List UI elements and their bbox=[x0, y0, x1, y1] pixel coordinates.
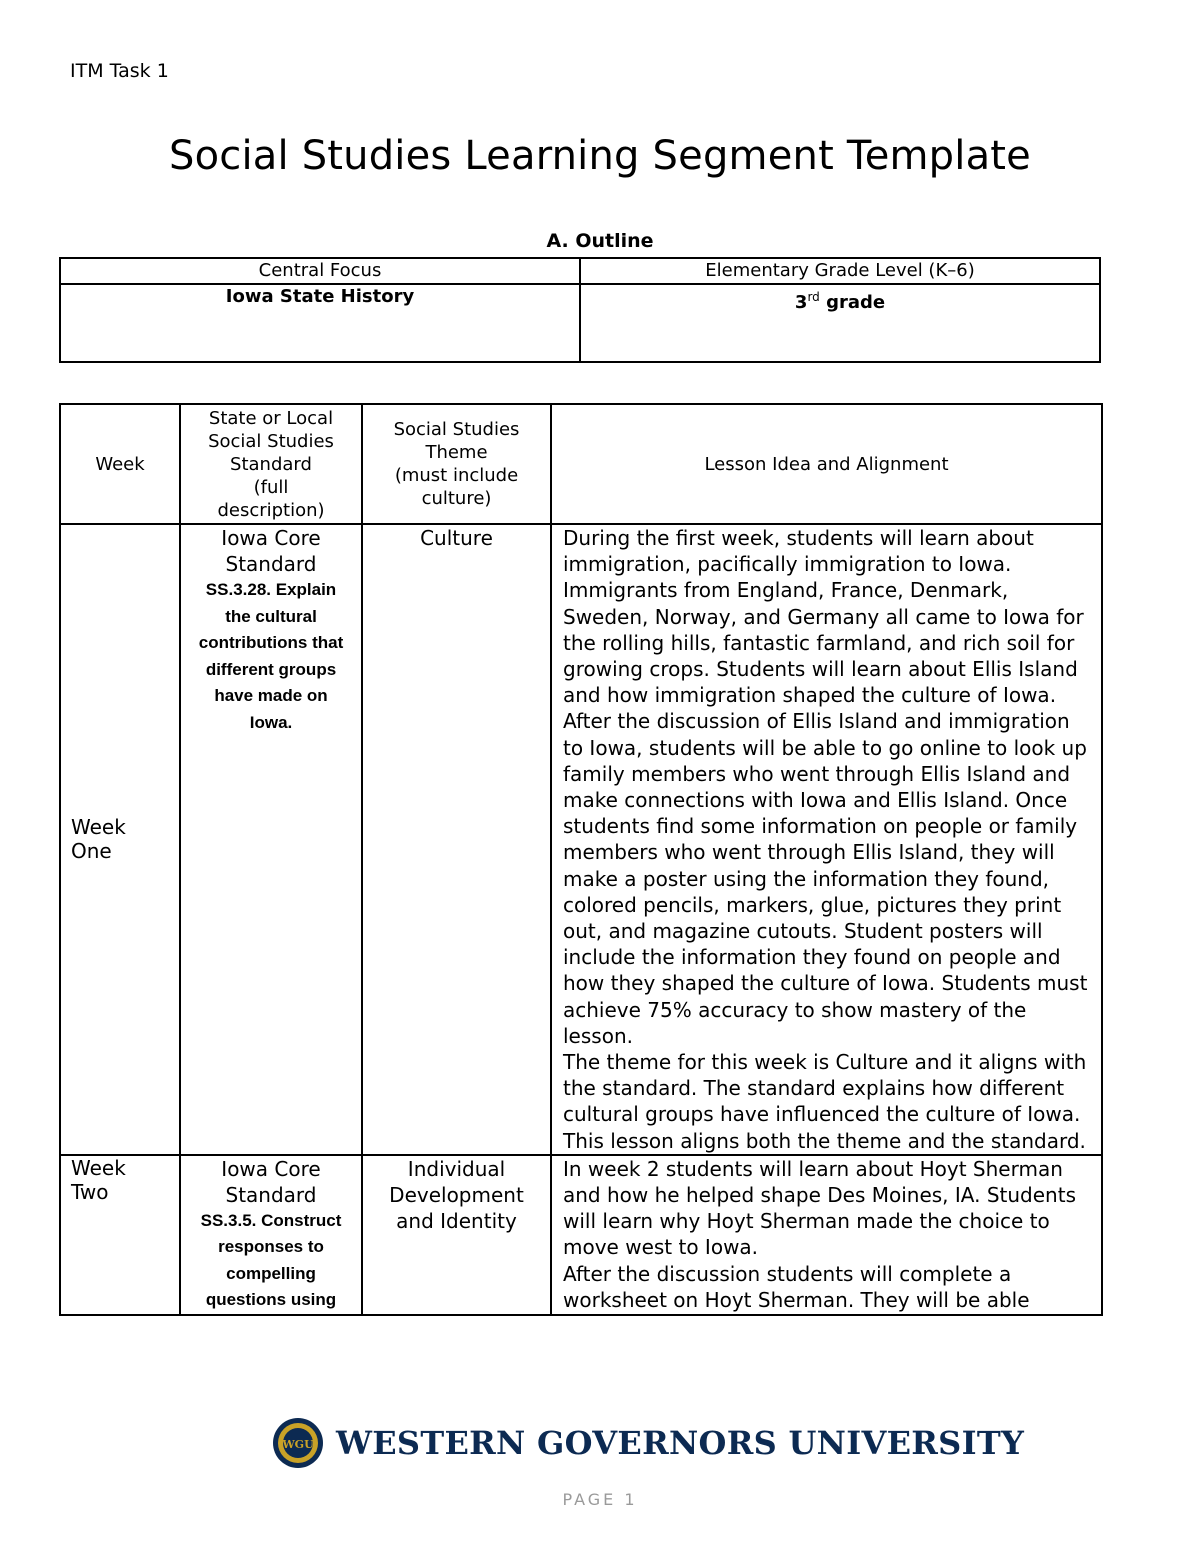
header-standard-line: Social Studies bbox=[208, 430, 334, 452]
theme-text: Individual bbox=[407, 1156, 506, 1181]
header-theme-line: Theme bbox=[425, 442, 488, 463]
header-standard-line: Standard bbox=[230, 453, 312, 475]
week-label: Week bbox=[71, 815, 126, 840]
lesson-paragraph: During the first week, students will learn about immigration, pacifically immigration to Iowa. Immigrants from England, France, Denmark, Sweden, Norway, and Germany all came to Iowa for the rolling hills, fantastic farmland, and rich soil for growing crops. Students will learn about Ellis Island and how immigration shaped the culture of Iowa. bbox=[563, 526, 1084, 708]
table-row bbox=[60, 524, 1102, 1155]
standard-text: different groups bbox=[205, 659, 337, 679]
wgu-logo bbox=[272, 1413, 1024, 1473]
week-cell bbox=[60, 524, 180, 1155]
header-theme-line: culture) bbox=[421, 488, 492, 509]
header-standard-line: State or Local bbox=[208, 407, 334, 429]
lesson-paragraph: After the discussion of Ellis Island and immigration to Iowa, students will be able to go online to look up family members who went through Ellis Island and make connections with Iowa and Ellis Island. Once students find some information on people or family members who went through Ellis Island, they will make a poster using the information they found, colored pencils, markers, glue, pictures they print out, and magazine cutouts. Student posters will include the information they found on people and how they shaped the culture of Iowa. Students must achieve 75% accuracy to show mastery of the lesson. bbox=[563, 709, 1088, 1048]
outline-header-central-focus: Central Focus bbox=[60, 258, 580, 284]
lesson-paragraph: In week 2 students will learn about Hoyt Sherman and how he helped shape Des Moines, IA. Students will learn why Hoyt Sherman made the choice to move west to Iowa. bbox=[563, 1156, 1076, 1260]
table-header-row bbox=[60, 404, 1102, 524]
standard-text: the cultural bbox=[225, 606, 317, 626]
section-title-outline: A. Outline bbox=[546, 230, 654, 252]
standard-title: Standard bbox=[225, 552, 317, 576]
theme-cell bbox=[362, 1155, 551, 1315]
week-label: One bbox=[71, 839, 112, 864]
grade-word: grade bbox=[819, 292, 886, 313]
week-label: Week bbox=[71, 1155, 126, 1180]
standard-title: Iowa Core bbox=[221, 1156, 321, 1181]
theme-text: Development bbox=[389, 1182, 524, 1207]
standard-text: contributions that bbox=[198, 633, 344, 652]
standard-text: have made on bbox=[214, 686, 328, 705]
standard-cell bbox=[180, 1155, 362, 1315]
university-seal-icon bbox=[272, 1417, 324, 1469]
standard-text: compelling bbox=[226, 1263, 316, 1283]
standard-text: Iowa. bbox=[249, 712, 293, 732]
header-standard-line: description) bbox=[217, 499, 325, 521]
standard-text: responses to bbox=[218, 1237, 324, 1257]
page-number: PAGE 1 bbox=[562, 1490, 638, 1509]
header-week: Week bbox=[60, 404, 180, 524]
header-theme-line: Social Studies bbox=[393, 419, 520, 440]
week-cell bbox=[60, 1155, 180, 1315]
lesson-cell bbox=[551, 1155, 1102, 1315]
lesson-paragraph: After the discussion students will complete a worksheet on Hoyt Sherman. They will be able bbox=[563, 1261, 1030, 1312]
seal-monogram: WGU bbox=[282, 1438, 314, 1451]
header-standard-line: (full bbox=[253, 476, 289, 498]
learning-segment-table bbox=[59, 403, 1103, 1316]
university-name: WESTERN GOVERNORS UNIVERSITY bbox=[336, 1424, 1025, 1462]
lesson-paragraph: The theme for this week is Culture and it aligns with the standard. The standard explains how different cultural groups have influenced the culture of Iowa. This lesson aligns both the theme and the standard. bbox=[563, 1050, 1087, 1153]
header-theme-line: (must include bbox=[394, 465, 519, 486]
central-focus-value: Iowa State History bbox=[60, 284, 580, 362]
header-standard bbox=[180, 404, 362, 524]
table-row bbox=[60, 1155, 1102, 1315]
standard-text: SS.3.28. Explain bbox=[205, 580, 337, 599]
outline-table bbox=[59, 257, 1101, 363]
standard-text: SS.3.5. Construct bbox=[200, 1210, 342, 1230]
header-theme bbox=[362, 404, 551, 524]
week-label: Two bbox=[71, 1179, 109, 1204]
grade-number: 3 bbox=[794, 292, 808, 313]
lesson-cell bbox=[551, 524, 1102, 1155]
standard-text: questions using bbox=[205, 1290, 337, 1310]
theme-text: and Identity bbox=[396, 1208, 517, 1233]
header-lesson: Lesson Idea and Alignment bbox=[551, 404, 1102, 524]
header-label: ITM Task 1 bbox=[70, 60, 169, 82]
grade-suffix: rd bbox=[807, 290, 820, 304]
standard-title: Standard bbox=[225, 1182, 317, 1207]
outline-header-grade-level: Elementary Grade Level (K–6) bbox=[580, 258, 1100, 284]
grade-level-value bbox=[580, 284, 1100, 362]
standard-title: Iowa Core bbox=[221, 526, 321, 550]
document-title: Social Studies Learning Segment Template bbox=[168, 133, 1031, 179]
theme-cell bbox=[362, 524, 551, 1155]
standard-cell bbox=[180, 524, 362, 1155]
theme-text: Culture bbox=[420, 526, 493, 550]
